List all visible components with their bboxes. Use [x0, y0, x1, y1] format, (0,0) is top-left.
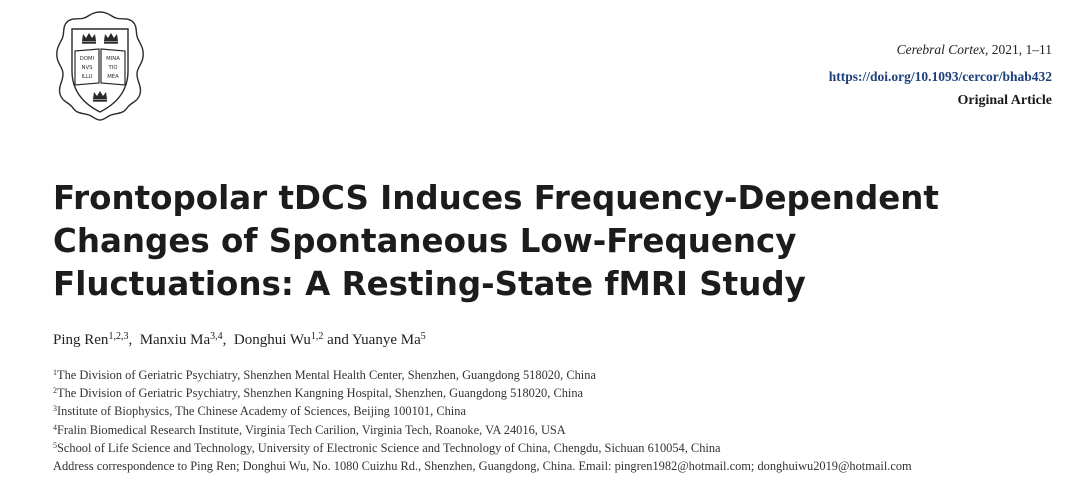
affiliation-item: [53, 383, 721, 401]
author-separator: ,: [222, 332, 234, 348]
author-name: Yuanye Ma: [352, 332, 421, 348]
author-list: [53, 331, 426, 349]
affiliation-item: [53, 365, 721, 383]
affiliation-number: 3: [53, 404, 57, 414]
affiliation-number: 2: [53, 386, 57, 396]
affiliation-text: The Division of Geriatric Psychiatry, Shenzhen Kangning Hospital, Shenzhen, Guangdong 518020, China: [57, 386, 584, 401]
affiliation-item: [53, 420, 721, 438]
affiliation-item: [53, 401, 721, 419]
article-meta: [829, 38, 1052, 113]
affiliation-list: [53, 365, 721, 456]
journal-year-pages: , 2021, 1–11: [985, 42, 1052, 57]
doi-link[interactable]: https://doi.org/10.1093/cercor/bhab432: [828, 69, 1052, 84]
journal-citation: [829, 38, 1052, 62]
affiliation-text: Fralin Biomedical Research Institute, Virginia Tech Carilion, Virginia Tech, Roanoke, VA 24016, USA: [57, 422, 566, 437]
book-text-right-3: MEA: [107, 74, 119, 80]
author-separator: ,: [128, 332, 140, 348]
affiliation-number: 5: [53, 440, 57, 450]
author-name: Manxiu Ma: [139, 332, 211, 348]
book-text-left-2: NVS: [81, 65, 93, 71]
affiliation-text: The Division of Geriatric Psychiatry, Shenzhen Mental Health Center, Shenzhen, Guangdong 518020, China: [57, 368, 596, 382]
affiliation-number: 1: [53, 368, 57, 377]
affiliation-text: School of Life Science and Technology, University of Electronic Science and Technology of China, Chengdu, Sichuan 610054, China: [57, 440, 721, 455]
author-affil-marker: 1,2: [310, 331, 324, 342]
title-line: Changes of Spontaneous Low-Frequency: [53, 222, 797, 260]
affiliation-number: 4: [53, 422, 57, 432]
title-line: Fluctuations: A Resting-State fMRI Study: [53, 265, 806, 303]
article-type: Original Article: [957, 93, 1052, 108]
book-text-left-3: ILLU: [81, 74, 93, 80]
author-separator: and: [323, 332, 353, 348]
correspondence-note: Address correspondence to Ping Ren; Donghui Wu, No. 1080 Cuizhu Rd., Shenzhen, Guangdong, China. Email: pingren1982@hotmail.com; donghuiwu2019@hotmail.com: [53, 459, 912, 473]
author-name: Ping Ren: [53, 332, 109, 348]
author-affil-marker: 1,2,3: [108, 331, 129, 342]
book-text-right-1: MINA: [106, 56, 120, 62]
book-text-left-1: DOMI: [79, 56, 95, 62]
affiliation-text: Institute of Biophysics, The Chinese Academy of Sciences, Beijing 100101, China: [57, 404, 466, 419]
article-title: [53, 177, 953, 306]
author-affil-marker: 5: [420, 331, 426, 342]
book-text-right-2: TIO: [108, 65, 118, 71]
title-line: Frontopolar tDCS Induces Frequency-Dependent: [53, 179, 939, 217]
author-name: Donghui Wu: [233, 332, 311, 348]
author-affil-marker: 3,4: [210, 331, 223, 342]
journal-logo: [54, 9, 146, 123]
journal-name: Cerebral Cortex: [896, 42, 985, 57]
affiliation-item: [53, 438, 721, 456]
